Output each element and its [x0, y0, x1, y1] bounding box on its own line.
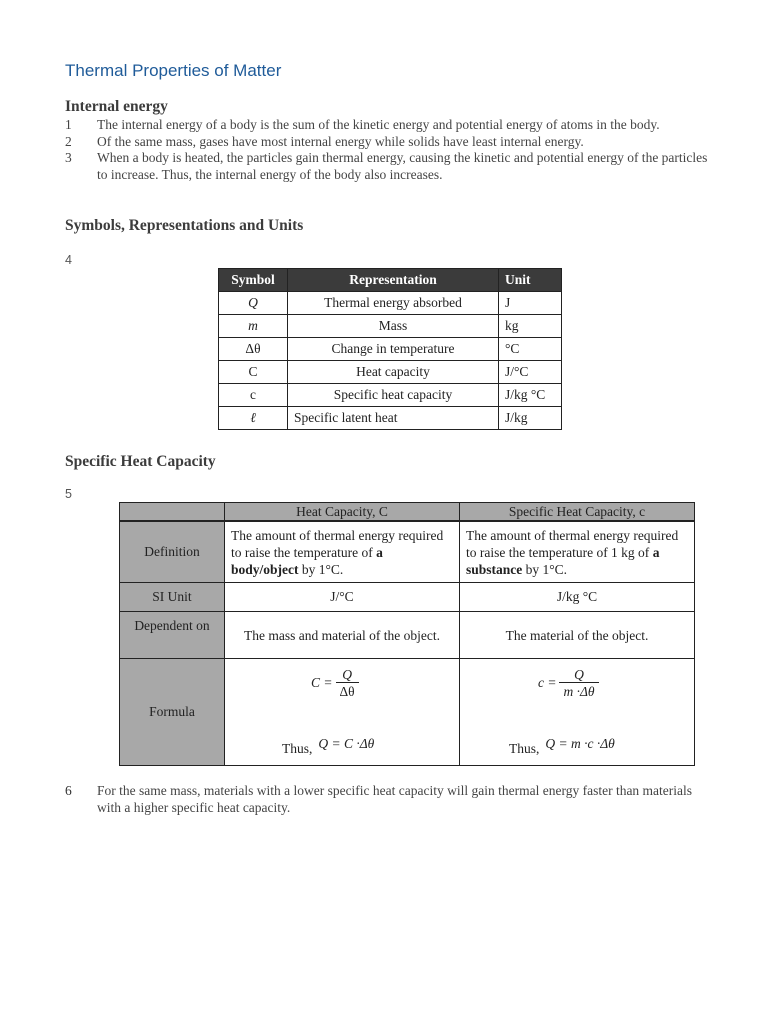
column-header-specific-heat-capacity: Specific Heat Capacity, c — [460, 503, 695, 522]
column-header-representation: Representation — [288, 269, 499, 292]
unit-cell: kg — [499, 315, 562, 338]
section-heading-specific-heat: Specific Heat Capacity — [65, 453, 216, 470]
definition-text: by 1°C. — [298, 561, 344, 577]
representation-cell: Heat capacity — [288, 361, 499, 384]
definition-emphasis: a body/object — [231, 544, 383, 577]
table-row-formula — [120, 659, 695, 766]
row-header-definition: Definition — [120, 521, 225, 583]
symbol-cell: ℓ — [219, 407, 288, 430]
formula-equation: Q = C ·Δθ — [318, 736, 375, 751]
table-header-row — [120, 503, 695, 522]
page-title: Thermal Properties of Matter — [65, 61, 282, 80]
thus-line — [282, 736, 375, 757]
representation-cell: Change in temperature — [288, 338, 499, 361]
definition-text: by 1°C. — [522, 561, 568, 577]
table-row-definition — [120, 521, 695, 583]
formula-specific-heat-capacity — [460, 659, 695, 766]
item-text: Of the same mass, gases have most internal energy while solids have least internal energy. — [97, 133, 584, 149]
unit-cell: J/kg — [499, 407, 562, 430]
section-heading-internal-energy: Internal energy — [65, 98, 168, 115]
table-row — [219, 338, 562, 361]
row-header-dependent-on: Dependent on — [120, 612, 225, 659]
definition-text: The amount of thermal energy required to raise the temperature of — [231, 527, 444, 560]
item-number: 2 — [65, 133, 72, 149]
fraction-numerator: Q — [342, 667, 352, 682]
symbol-cell: c — [219, 384, 288, 407]
row-header-formula: Formula — [120, 659, 225, 766]
fraction — [559, 667, 598, 699]
unit-cell: °C — [499, 338, 562, 361]
representation-cell: Mass — [288, 315, 499, 338]
paragraph-number: 5 — [65, 487, 72, 501]
representation-cell: Thermal energy absorbed — [288, 292, 499, 315]
table-row-dependent-on — [120, 612, 695, 659]
internal-energy-list — [65, 117, 715, 183]
list-item — [65, 117, 715, 134]
thus-label: Thus, — [282, 741, 313, 756]
corner-cell — [120, 503, 225, 522]
fraction-denominator: m ·Δθ — [559, 682, 598, 699]
table-row — [219, 315, 562, 338]
list-item — [65, 150, 715, 183]
si-unit-specific-heat-capacity: J/kg °C — [460, 583, 695, 612]
column-header-unit: Unit — [499, 269, 562, 292]
representation-cell: Specific latent heat — [288, 407, 499, 430]
table-row — [219, 361, 562, 384]
section-heading-symbols: Symbols, Representations and Units — [65, 217, 304, 234]
unit-cell: J/°C — [499, 361, 562, 384]
dependent-heat-capacity: The mass and material of the object. — [225, 612, 460, 659]
item-text: The internal energy of a body is the sum of the kinetic energy and potential energy of atoms in the body. — [97, 117, 660, 132]
fraction — [336, 667, 359, 699]
item-number: 1 — [65, 117, 72, 132]
representation-cell: Specific heat capacity — [288, 384, 499, 407]
symbol-cell: Δθ — [219, 338, 288, 361]
item-number: 6 — [65, 783, 72, 798]
paragraph-6 — [65, 782, 715, 816]
item-number: 3 — [65, 150, 72, 165]
formula-lhs: c = — [538, 675, 557, 690]
definition-specific-heat-capacity — [460, 521, 695, 583]
fraction-denominator: Δθ — [336, 682, 359, 699]
unit-cell: J — [499, 292, 562, 315]
definition-heat-capacity — [225, 521, 460, 583]
table-row — [219, 384, 562, 407]
table-row-si-unit — [120, 583, 695, 612]
fraction-formula — [538, 667, 599, 699]
symbol-cell: m — [219, 315, 288, 338]
thus-line — [509, 736, 615, 757]
si-unit-heat-capacity: J/°C — [225, 583, 460, 612]
unit-cell: J/kg °C — [499, 384, 562, 407]
symbol-cell: Q — [219, 292, 288, 315]
definition-emphasis: a substance — [466, 544, 660, 577]
column-header-symbol: Symbol — [219, 269, 288, 292]
fraction-formula — [311, 667, 359, 699]
symbols-table — [218, 268, 562, 430]
comparison-table — [119, 502, 695, 766]
symbol-cell: C — [219, 361, 288, 384]
formula-lhs: C = — [311, 675, 333, 690]
paragraph-number: 4 — [65, 253, 72, 267]
item-text: For the same mass, materials with a lower specific heat capacity will gain thermal energy faster than materials with a higher specific heat capacity. — [97, 783, 693, 815]
dependent-specific-heat-capacity: The material of the object. — [460, 612, 695, 659]
definition-text: The amount of thermal energy required to raise the temperature of 1 kg of — [466, 527, 679, 560]
table-row — [219, 292, 562, 315]
table-header-row — [219, 269, 562, 292]
fraction-numerator: Q — [574, 667, 584, 682]
row-header-si-unit: SI Unit — [120, 583, 225, 612]
formula-heat-capacity — [225, 659, 460, 766]
thus-label: Thus, — [509, 741, 540, 756]
list-item — [65, 134, 715, 151]
table-row — [219, 407, 562, 430]
item-text: When a body is heated, the particles gain thermal energy, causing the kinetic and potential energy of the particles to increase. Thus, the internal energy of the body also increases. — [97, 150, 708, 182]
column-header-heat-capacity: Heat Capacity, C — [225, 503, 460, 522]
formula-equation: Q = m ·c ·Δθ — [545, 736, 615, 751]
